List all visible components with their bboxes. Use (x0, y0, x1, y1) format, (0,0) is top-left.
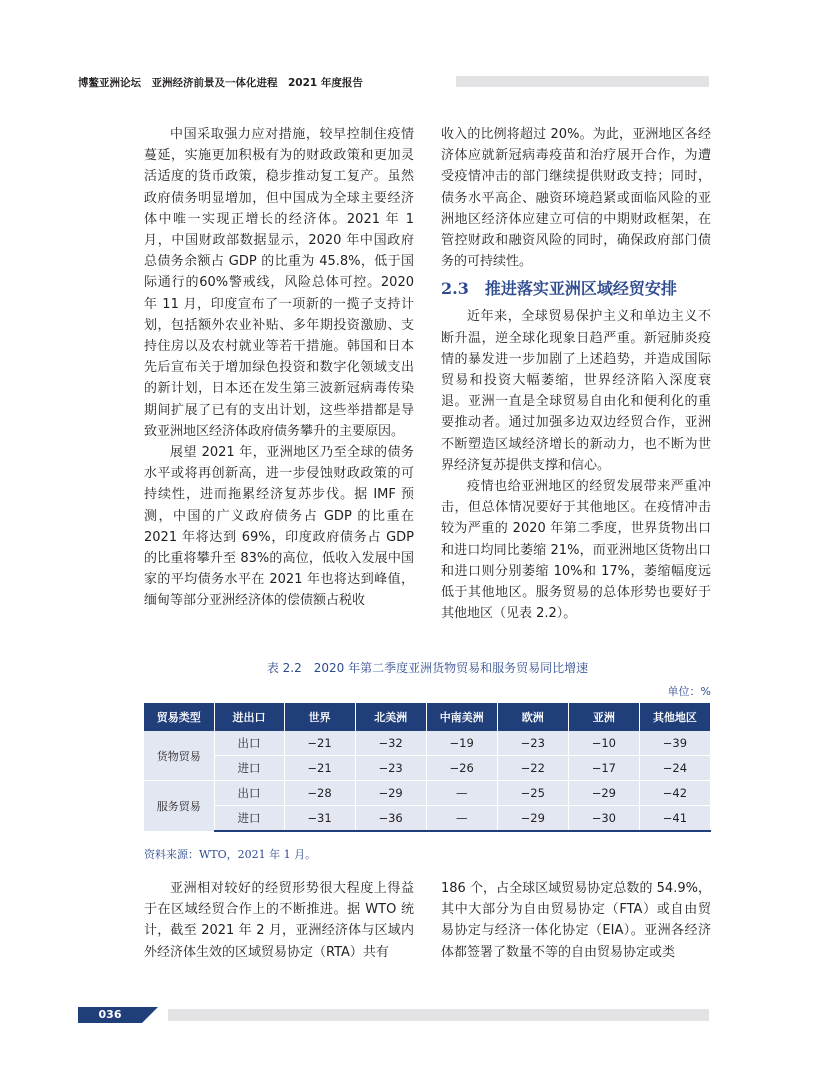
value-cell: −42 (639, 781, 710, 806)
page-number: 036 (78, 1007, 142, 1023)
right-column-bottom (441, 878, 711, 963)
value-cell: — (426, 806, 497, 832)
paragraph-rta-continuation: 186 个，占全球区域贸易协定总数的 54.9%，其中大部分为自由贸易协定（FTA）或自由贸易协定与经济一体化协定（EIA）。亚洲各经济体都签署了数量不等的自由贸易协定或类 (441, 881, 711, 960)
value-cell: −39 (639, 731, 710, 756)
services-trade-label: 服务贸易 (144, 781, 214, 832)
value-cell: −22 (497, 756, 568, 781)
table-unit: 单位：% (667, 685, 711, 698)
left-column-bottom (144, 878, 414, 963)
paragraph-continuation: 收入的比例将超过 20%。为此，亚洲地区各经济体应就新冠病毒疫苗和治疗展开合作，为遭受疫情冲击的部门继续提供财政支持；同时，债务水平高企、融资环境趋紧或面临风险的亚洲地区经济体应建立可信的中期财政框架，在管控财政和融资风险的同时，确保政府部门债务的可持续性。 (441, 127, 711, 270)
header-asia: 亚洲 (568, 703, 639, 731)
value-cell: −32 (355, 731, 426, 756)
header-world: 世界 (284, 703, 355, 731)
table-source: 资料来源：WTO，2021 年 1 月。 (144, 848, 317, 861)
running-header (78, 76, 709, 90)
goods-trade-label: 货物贸易 (144, 731, 214, 781)
paragraph-china-fiscal: 中国采取强力应对措施，较早控制住疫情蔓延，实施更加积极有为的财政政策和更加灵活适度的货币政策，稳步推动复工复产。虽然政府债务明显增加，但中国成为全球主要经济体中唯一实现正增长的经济体。2021 年 1 月，中国财政部数据显示，2020 年中国政府总债务余额占 GDP 的比重为 45.8%，低于国际通行的60%警戒线，风险总体可控。2020 年 11 月，印度宣布了一项新的一揽子支持计划，包括额外农业补贴、多年期投资激励、支持住房以及农村就业等若干措施。韩国和日本先后宣布关于增加绿色投资和数字化领域支出的新计划，日本还在发生第三波新冠病毒传染期间扩展了已有的支出计划，这些举措都是导致亚洲地区经济体政府债务攀升的主要原因。 (144, 127, 414, 439)
table-row (144, 731, 711, 756)
value-cell: −10 (568, 731, 639, 756)
paragraph-protectionism: 近年来，全球贸易保护主义和单边主义不断升温，逆全球化现象日趋严重。新冠肺炎疫情的暴发进一步加剧了上述趋势，并造成国际贸易和投资大幅萎缩，世界经济陷入深度衰退。亚洲一直是全球贸易自由化和便利化的重要推动者。通过加强多边双边经贸合作，亚洲不断塑造区域经济增长的新动力，也不断为世界经济复苏提供支撑和信心。 (441, 309, 711, 473)
flow-cell: 出口 (214, 781, 284, 806)
header-other-regions: 其他地区 (639, 703, 710, 731)
value-cell: −17 (568, 756, 639, 781)
value-cell: −29 (355, 781, 426, 806)
table-row (144, 806, 711, 832)
paragraph-outlook-2021: 展望 2021 年，亚洲地区乃至全球的债务水平或将再创新高，进一步侵蚀财政政策的可持续性，进而拖累经济复苏步伐。据 IMF 预测，中国的广义政府债务占 GDP 的比重在 2021 年将达到 69%，印度政府债务占 GDP 的比重将攀升至 83%的高位，低收入发展中国家的平均债务水平在 2021 年也将达到峰值，缅甸等部分亚洲经济体的偿债额占税收 (144, 445, 414, 609)
paragraph-trade-impact: 疫情也给亚洲地区的经贸发展带来严重冲击，但总体情况要好于其他地区。在疫情冲击较为严重的 2020 年第二季度，世界货物出口和进口均同比萎缩 21%，而亚洲地区货物出口和进口则分别萎缩 10%和 17%，萎缩幅度远低于其他地区。服务贸易的总体形势也要好于其他地区（见表 2.2）。 (441, 479, 711, 622)
value-cell: −25 (497, 781, 568, 806)
value-cell: −23 (497, 731, 568, 756)
value-cell: −19 (426, 731, 497, 756)
table-caption: 表 2.2 2020 年第二季度亚洲货物贸易和服务贸易同比增速 (266, 661, 589, 675)
header-europe: 欧洲 (497, 703, 568, 731)
value-cell: −23 (355, 756, 426, 781)
value-cell: −26 (426, 756, 497, 781)
value-cell: −30 (568, 806, 639, 832)
table-row (144, 781, 711, 806)
footer-bar (168, 1009, 709, 1021)
value-cell: −21 (284, 756, 355, 781)
section-title: 2.3 推进落实亚洲区域经贸安排 (441, 279, 677, 299)
header-central-south-america: 中南美洲 (426, 703, 497, 731)
footer-accent (142, 1007, 158, 1023)
value-cell: −21 (284, 731, 355, 756)
right-column-top (441, 124, 711, 624)
left-column-top (144, 124, 414, 612)
header-flow: 进出口 (214, 703, 284, 731)
value-cell: — (426, 781, 497, 806)
value-cell: −41 (639, 806, 710, 832)
value-cell: −28 (284, 781, 355, 806)
header-title: 博鳌亚洲论坛 亚洲经济前景及一体化进程 2021 年度报告 (78, 77, 363, 89)
paragraph-rta: 亚洲相对较好的经贸形势很大程度上得益于在区域经贸合作上的不断推进。据 WTO 统计，截至 2021 年 2 月，亚洲经济体与区域内外经济体生效的区域贸易协定（RTA）共有 (144, 881, 414, 960)
value-cell: −24 (639, 756, 710, 781)
table-header-row (144, 703, 711, 731)
value-cell: −29 (497, 806, 568, 832)
page-footer (78, 1007, 709, 1023)
value-cell: −31 (284, 806, 355, 832)
table-row (144, 756, 711, 781)
flow-cell: 出口 (214, 731, 284, 756)
flow-cell: 进口 (214, 756, 284, 781)
value-cell: −36 (355, 806, 426, 832)
value-cell: −29 (568, 781, 639, 806)
header-trade-type: 贸易类型 (144, 703, 214, 731)
header-bar (456, 76, 709, 87)
flow-cell: 进口 (214, 806, 284, 832)
trade-growth-table (144, 703, 711, 832)
header-north-america: 北美洲 (355, 703, 426, 731)
